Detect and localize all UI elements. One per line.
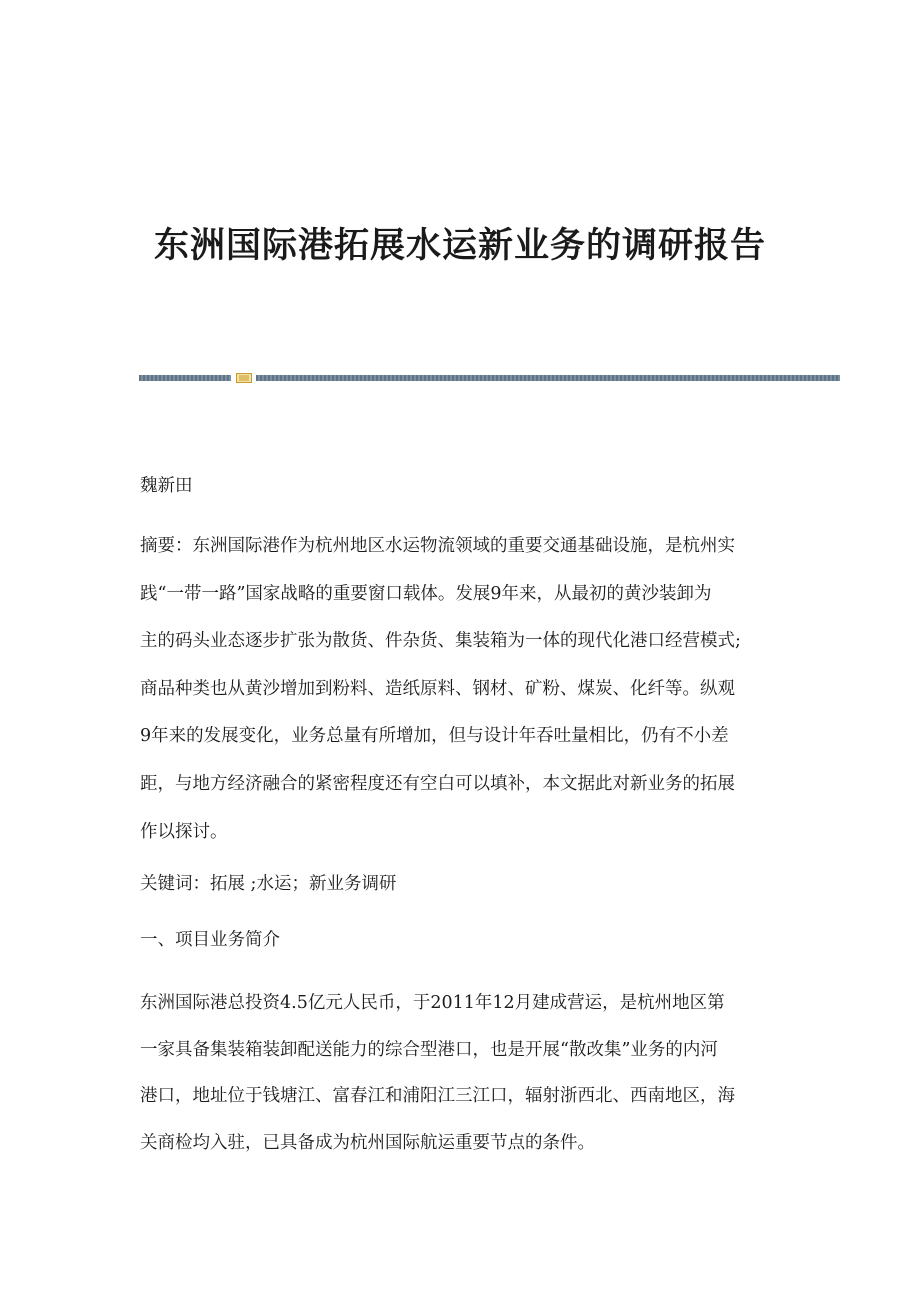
abstract-line: 践“一带一路”国家战略的重要窗口载体。发展9年来，从最初的黄沙装卸为: [140, 583, 712, 604]
divider-bar-left: [139, 375, 231, 381]
abstract-line: 主的码头业态逐步扩张为散货、件杂货、集装箱为一体的现代化港口经营模式;: [140, 631, 741, 652]
abstract-paragraph: [140, 523, 780, 856]
document-title: 东洲国际港拓展水运新业务的调研报告: [153, 225, 766, 266]
section-paragraph: [140, 980, 780, 1166]
keywords-line: 关键词：拓展 ;水运；新业务调研: [140, 874, 397, 894]
title-divider: [139, 373, 840, 383]
abstract-line: 距，与地方经济融合的紧密程度还有空白可以填补，本文据此对新业务的拓展: [140, 773, 735, 794]
section-heading: 一、项目业务简介: [140, 930, 280, 950]
author-name: 魏新田: [140, 476, 193, 496]
abstract-line: 商品种类也从黄沙增加到粉料、造纸原料、钢材、矿粉、煤炭、化纤等。纵观: [140, 678, 735, 699]
paragraph-line: 关商检均入驻，已具备成为杭州国际航运重要节点的条件。: [140, 1132, 595, 1153]
paragraph-line: 一家具备集装箱装卸配送能力的综合型港口，也是开展“散改集”业务的内河: [140, 1039, 718, 1060]
divider-bar-right: [256, 375, 840, 381]
paragraph-line: 港口，地址位于钱塘江、富春江和浦阳江三江口，辐射浙西北、西南地区，海: [140, 1086, 735, 1106]
abstract-line: 摘要：东洲国际港作为杭州地区水运物流领域的重要交通基础设施，是杭州实: [140, 536, 735, 556]
divider-ornament-icon: [236, 373, 252, 383]
paragraph-line: 东洲国际港总投资4.5亿元人民币，于2011年12月建成营运，是杭州地区第: [140, 993, 725, 1013]
abstract-line: 9年来的发展变化，业务总量有所增加，但与设计年吞吐量相比，仍有不小差: [140, 726, 729, 747]
abstract-line: 作以探讨。: [140, 821, 228, 842]
